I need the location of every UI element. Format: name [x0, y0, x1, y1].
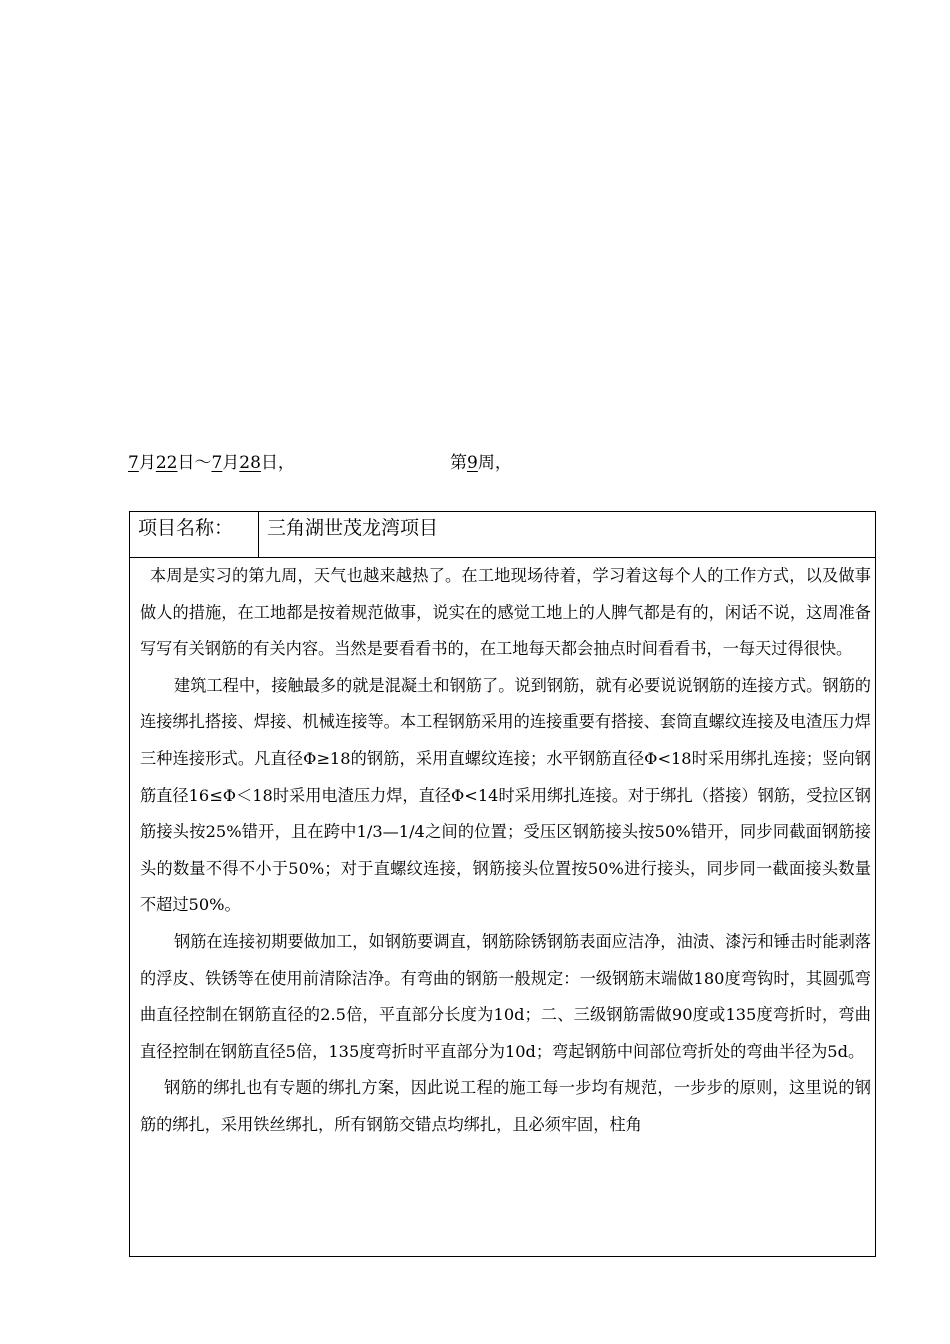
paragraph-4: 钢筋的绑扎也有专题的绑扎方案，因此说工程的施工每一步均有规范，一步步的原则，这里说的钢筋的绑扎，采用铁丝绑扎，所有钢筋交错点均绑扎，且必须牢固，柱角 — [140, 1078, 871, 1134]
week-indicator — [450, 448, 512, 478]
date-separator: 日～ — [177, 453, 212, 473]
project-name-label: 项目名称： — [130, 512, 259, 557]
paragraph-2: 建筑工程中，接触最多的就是混凝土和钢筋了。说到钢筋，就有必要说说钢筋的连接方式。钢筋的连接绑扎搭接、焊接、机械连接等。本工程钢筋采用的连接重要有搭接、套筒直螺纹连接及电渣压力焊三种连接形式。凡直径Φ≥18的钢筋，采用直螺纹连接；水平钢筋直径Φ<18时采用绑扎连接；竖向钢筋直径16≤Φ＜18时采用电渣压力焊，直径Φ<14时采用绑扎连接。对于绑扎（搭接）钢筋，受拉区钢筋接头按25%错开，且在跨中1/3—1/4之间的位置；受压区钢筋接头按50%错开，同步同截面钢筋接头的数量不得不小于50%；对于直螺纹连接，钢筋接头位置按50%进行接头，同步同一截面接头数量不超过50%。 — [140, 675, 871, 915]
week-number: 9 — [467, 453, 478, 473]
end-month: 7 — [211, 453, 223, 473]
start-month: 7 — [128, 453, 139, 473]
project-row — [130, 512, 875, 558]
month-label-end: 月 — [222, 453, 240, 473]
month-label: 月 — [138, 453, 156, 473]
paragraph-3: 钢筋在连接初期要做加工，如钢筋要调直，钢筋除锈钢筋表面应洁净，油渍、漆污和锤击时能剥落的浮皮、铁锈等在使用前清除洁净。有弯曲的钢筋一般规定：一级钢筋末端做180度弯钩时，其圆弧弯曲直径控制在钢筋直径的2.5倍，平直部分长度为10d；二、三级钢筋需做90度或135度弯折时，弯曲直径控制在钢筋直径5倍，135度弯折时平直部分为10d；弯起钢筋中间部位弯折处的弯曲半径为5d。 — [140, 931, 871, 1061]
day-label-end: 日， — [260, 453, 295, 473]
weekly-report-table — [129, 511, 876, 1257]
report-content — [130, 558, 875, 1144]
project-name-value: 三角湖世茂龙湾项目 — [267, 517, 439, 539]
paragraph-1: 本周是实习的第九周，天气也越来越热了。在工地现场待着，学习着这每个人的工作方式，以及做事做人的措施，在工地都是按着规范做事，说实在的感觉工地上的人脾气都是有的，闲话不说，这周准备写写有关钢筋的有关内容。当然是要看看书的，在工地每天都会抽点时间看看书，一每天过得很快。 — [140, 566, 871, 659]
start-day: 22 — [155, 453, 178, 473]
end-day: 28 — [239, 453, 261, 473]
week-prefix: 第 — [450, 453, 467, 473]
week-suffix: 周， — [477, 453, 512, 473]
date-range-line — [128, 448, 828, 478]
